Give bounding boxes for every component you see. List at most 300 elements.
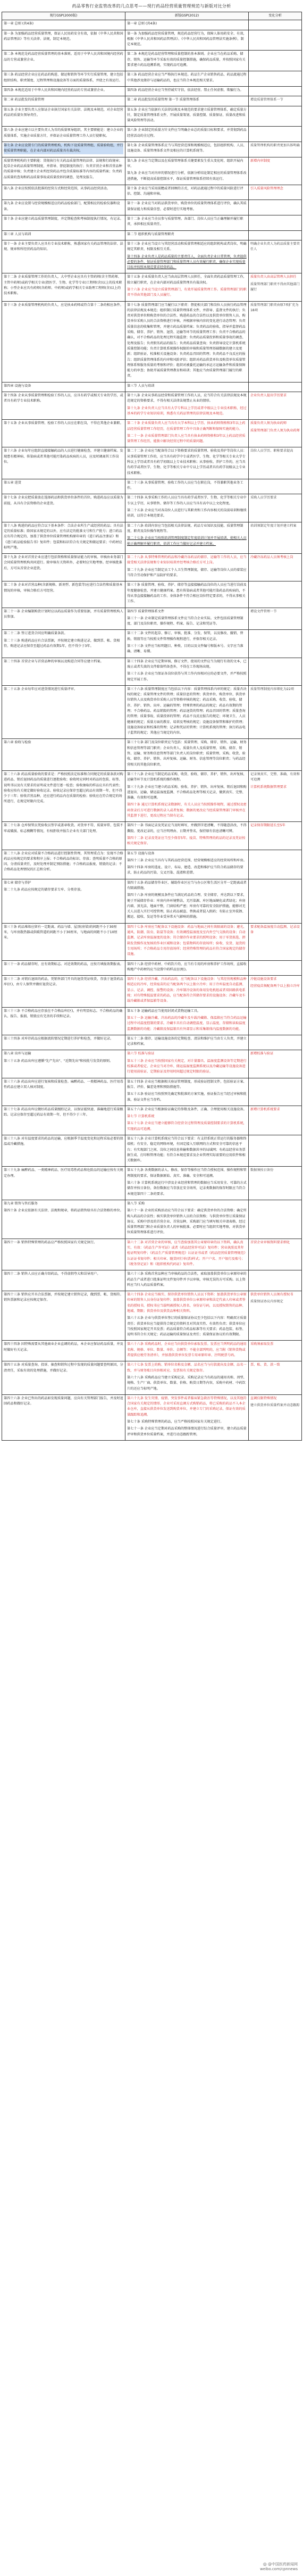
analysis-text: 新增内审制度 [250,159,271,163]
clause-text: 第五十九条 各类数据的录入、修改、保存等操作应当符合授权范围、操作规程和管理制度的要求，保证数据原始、真实、准确、安全和可追溯。 [127,1168,247,1178]
analysis-text: 计算机系统数据管理要求 [250,785,287,789]
old-version-cell [2,127,125,142]
old-version-cell [2,581,125,608]
table-row [2,215,302,231]
clause-text: 第三十三条 文件应当标明题目、种类、目的以及文件编号和版本号。文字应当准确、清晰、易懂。 [127,644,243,654]
analysis-text: 质量管理部门职责不得由其他部门履行 [250,282,300,292]
clause-text: 第二十九条 药品应按规定的储存要求专库、分类存放。 [4,888,84,892]
new-version-cell [125,685,249,739]
watermark-url: weibo.com/cpnnews [260,2567,298,2571]
new-version-cell [125,200,249,215]
table-row [2,850,302,879]
old-version-cell [2,392,125,420]
table-row [2,822,302,850]
clause-text: 第五条 企业应当依据有关法律法规及本规范的要求建立质量管理体系，确定质量方针，制定质量管理体系文件，开展质量策划、质量控制、质量保证、质量改进和质量风险管理等活动。 [127,107,247,123]
new-version-cell [125,630,249,658]
change-analysis-cell [249,960,302,976]
header-old-version: 现行GSP(2000版) [2,12,125,20]
old-version-cell [2,1239,125,1270]
clause-text: 第三章 人员与培训 [4,232,31,236]
old-version-cell [2,923,125,960]
new-version-cell [125,522,249,553]
clause-text: 第十五条 企业质量负责人应当由高层管理人员担任，全面负责药品质量管理工作，独立履行职责，在企业内部对药品质量管理具有裁决权。 [127,275,247,285]
table-row [2,51,302,71]
table-row [2,240,302,273]
new-version-cell [125,976,249,1007]
analysis-text: 新增校准与验证 [250,1052,274,1056]
analysis-text: 质量管理机构的职责更加具体明确 [250,144,300,148]
table-row [2,142,302,157]
new-version-cell [125,420,249,447]
change-analysis-cell [249,96,302,106]
clause-text: 第七条 企业应设置专门的质量管理机构，机构下设质量管理组、质量验收组，并行使质量管理职能，在企业内部对药品质量具有裁决权。 [4,143,123,154]
header-new-version: 新版GSP(2012) [125,12,249,20]
clause-text: 第三十一条 药品储存时，应有效期标志。对近效期的药品，应按月填报效期报表。 [4,962,123,966]
change-analysis-cell [249,1394,302,1440]
old-version-cell [2,739,125,770]
change-analysis-cell [249,739,302,770]
clause-text: 第二十条 企业质量负责人应当具有大学本科以上学历、执业药师资格和3年以上药品经营质量管理工作经历，在质量管理工作中具备正确判断和保障实施的能力。 [127,421,246,431]
old-version-cell [2,1078,125,1106]
old-version-cell [2,86,125,96]
clause-text: 第四十四条 库房的选址、设计、布局、建造、改造和维护应当符合药品储存的要求，防止药品的污染、交叉污染、混淆和差错。 [127,866,243,875]
clause-text: 第三十条 药品堆垛应留有一定距离。药品与墙、屋顶(房梁)的间距不小于30厘米，与库房散热器或供暖管道的间距不小于30厘米，与地面的间距不小于10厘米。 [4,925,117,940]
table-row [2,1078,302,1106]
clause-text: 第三十五条 药品出库应遵循"先产先出"、"近期先出"和按批号发货的原则。 [4,1059,113,1063]
watermark-handle: @中国医药新闻网 [268,2562,298,2566]
old-version-cell [2,230,125,240]
clause-text: 第三十二条 对销后退回的药品，凭销售部门开具的退货凭证收货，存放于退货药品库(区)，由专人保管并做好退货记录。 [4,977,123,987]
table-row [2,185,302,200]
document-title: 药品零售行业监管改革的几点思考——现行药品经营质量管理规范与新版对比分析 [72,4,231,9]
old-version-cell [2,96,125,106]
clause-text: 第十一条 企业应当对药品供货单位、购货单位的质量管理体系进行评价，确认其质量保证能力和质量信誉，必要时进行实地考察。 [127,202,247,211]
old-version-cell [2,447,125,479]
clause-text: 第四十一条 书面记录及凭证应当及时填写，并做到字迹清晰，不得随意涂改，不得撕毁。更改记录的，应当注明理由、日期并签名，保持原有信息清晰可辨。 [127,824,247,833]
old-version-cell [2,1035,125,1050]
table-row [2,1035,302,1050]
change-analysis-cell [249,1239,302,1270]
new-version-cell [125,822,249,850]
new-version-cell [125,382,249,392]
analysis-text: 建立供货单位质量档案并动态跟踪 [250,1403,300,1408]
table-row [2,1341,302,1361]
clause-text: 第四十三条 企业应当具有与其药品经营范围、经营规模相适应的经营场所和库房。 [127,858,247,862]
comparison-body [2,20,302,1441]
clause-text: 第十八条 购进的药品应符合以下基本条件：合法企业所生产或经营的药品；具有法定的质量标准；除国家未规定的以外，应有法定的批准文号和生产批号；进口药品应有符合规定的、加盖了供货单位质量管理机构原印章的《进口药品注册证》和《进口药品检验报告书》复印件；包装和标识符合有关规定和储运要求；中药材应标明产地。 [4,523,123,550]
change-analysis-cell [249,420,302,447]
clause-text: 第十四条 企业从事质量管理和检验工作的人员，应具有药学或相关专业的学历，或者具有药学专业技术职称。 [4,394,123,403]
table-row [2,630,302,658]
old-version-cell [2,1050,125,1078]
old-version-cell [2,522,125,553]
clause-text: 第四十二条 记录及凭证应当至少保存5年。疫苗、特殊管理的药品的记录及凭证按相关规定保存。 [127,836,246,846]
change-analysis-cell [249,608,302,630]
old-version-cell [2,301,125,382]
new-version-cell [125,960,249,976]
analysis-text: 质量负责人须为执业药师 [250,421,287,426]
table-row [2,658,302,685]
change-analysis-cell [249,1135,302,1166]
old-version-cell [2,1200,125,1239]
analysis-text: 采购须索取发票 [250,1342,274,1347]
clause-text: 第十三条 企业应当设立与其经营活动和质量管理相适应的组织机构或者岗位，明确规定其职责、权限及相互关系。 [127,242,247,252]
clause-text: 第十五条 企业从事质量管理、检验工作的人员应在职在岗，不得在其他企业兼职。 [4,421,123,426]
table-row [2,420,302,447]
table-row [2,554,302,581]
table-row [2,1200,302,1239]
new-version-cell [125,879,249,923]
analysis-text: 供货单位销售人员须有授权书 [250,1293,293,1297]
change-analysis-cell [249,658,302,685]
change-analysis-cell [249,157,302,185]
clause-text: 第五十八条 企业计算机系统应当符合以下要求：有支持系统正常运行的服务器和终端机；有安全、稳定的网络环境，有固定接入互联网的方式和安全可靠的信息平台；有实现部门之间、岗位之间信息传输和数据共享的局域网；有药品经营业务票据生成、打印和管理功能；有符合本规范要求及企业管理实际需要的应用软件和相关数据库。 [127,1136,247,1163]
clause-text: 第九条 企业应当对内审的情况进行分析，依据分析结论制定相应的质量管理体系改进措施，不断提高质量控制水平，保证质量管理体系持续有效运行。 [127,171,247,181]
clause-text: 第十条 企业应建立药品质量管理制度，并定期检查和考核制度执行情况，有记录。 [4,217,123,221]
analysis-text: 冷藏冷冻药品人员须考核上岗 [250,555,293,560]
table-row [2,1361,302,1394]
old-version-cell [2,1167,125,1200]
new-version-cell [125,1200,249,1239]
new-version-cell [125,215,249,231]
clause-text: 第四条 本规范适用于中华人民共和国境内经营药品的专营或兼营企业。 [4,88,107,92]
clause-text: 第三条 药品经营企业应当严格执行本规范。药品生产企业销售药品、药品流通过程中其他涉及储存与运输药品的，也应当符合本规范相关要求。 [127,73,247,82]
old-version-cell [2,685,125,739]
clause-text: 第十条 企业应当采用前瞻或者回顾的方式，对药品流通过程中的质量风险进行评估、控制、沟通和审核。 [127,186,243,196]
old-version-cell [2,273,125,301]
table-row [2,739,302,770]
old-version-cell [2,382,125,392]
old-version-cell [2,240,125,273]
change-analysis-cell [249,770,302,821]
clause-text: 第六十二条 对首营企业的审核，应当查验加盖其公章原印章的以下资料，确认真实、有效：《药品生产许可证》或者《药品经营许可证》复印件；营业执照及其年检证明复印件；《药品生产质量管理规范》认证证书或者《药品经营质量管理规范》认证证书复印件；相关印章、随货同行单(票)样式；开户户名、开户银行及账号；《税务登记证》和《组织机构代码证》复印件。 [127,1240,246,1266]
new-version-cell [125,554,249,581]
clause-text: 第七十一条 企业应当定期对药品采购的整体情况进行综合质量评审，建立药品质量评审和供货单位质量档案，并进行动态跟踪管理。 [127,1427,247,1436]
new-version-cell [125,157,249,185]
change-analysis-cell [249,479,302,494]
table-row [2,86,302,96]
change-analysis-cell [249,301,302,382]
new-version-cell [125,1135,249,1166]
change-analysis-cell [249,630,302,658]
old-version-cell [2,1007,125,1035]
clause-text: 第三节 人员与培训 [127,384,155,388]
clause-text: 第五十条 运输药品应当使用封闭式货物运输工具。 [127,1009,201,1013]
comparison-table [2,12,302,1441]
old-version-cell [2,200,125,215]
new-version-cell [125,1361,249,1394]
new-version-cell [125,273,249,301]
clause-text: 第四条 药品经营企业应当坚持诚实守信，依法经营。禁止任何虚假、欺骗行为。 [127,88,243,92]
clause-text: 第三十六条 药品出库应进行复核和质量检查。麻醉药品、一类精神药品、医疗用毒性药品应建立双人核对制度。 [4,1079,123,1089]
old-version-cell [2,420,125,447]
clause-text: 第七十条 采购特殊管理的药品，应当严格按照国家有关规定进行。 [127,1420,224,1424]
clause-text: 第二十二条 企业应当配备符合以下资格要求的质量管理、验收及养护等岗位人员：从事质量管理工作的，应当具有药学中专或者医学、生物、化学等相关专业大学专科以上学历或者具有药学初级以上专业技术职称；从事验收、养护工作的，应当具有药学或者医学、生物、化学等相关专业中专以上学历或者具有药学初级以上专业技术职称。 [127,449,247,475]
new-version-cell [125,1167,249,1200]
new-version-cell [125,1291,249,1341]
clause-text: 第三条 药品经营企业应在药品的购进、储运和销售等环节实行质量管理，建立包括组织结构、职责制度、过程管理和设施设备等方面的质量体系，并使之有效运行。 [4,73,123,82]
clause-text: 第五十七条 企业应当建立能够符合经营全过程管理及质量控制要求的计算机系统，实现药品可追溯。 [127,1121,247,1131]
old-version-cell [2,770,125,821]
old-version-cell [2,879,125,923]
clause-text: 第六条 企业制定的质量方针文件应当明确企业总的质量目标和要求，并贯彻到药品经营活动的全过程。 [127,128,247,138]
clause-text: 第三十四条 对库存药品应根据流转情况定期进行养护和检查，并做好记录。 [4,1036,114,1041]
clause-text: 第一条 为加强药品经营质量管理，保证人民用药安全有效，依据《中华人民共和国药品管理法》等有关法律、法规，制定本规范。 [4,31,123,41]
change-analysis-cell [249,86,302,96]
watermark [260,2562,298,2572]
analysis-text: 采购人员学历要求 [250,496,277,500]
analysis-text: 增设文件管理一节 [250,609,277,613]
clause-text: 第四十二条 销售人员应正确介绍药品，不得虚假夸大和误导用户。 [4,1272,100,1276]
analysis-text: 首营企业审核资料要求细化 [250,1240,290,1244]
change-analysis-cell [249,230,302,240]
new-version-cell [125,51,249,71]
new-version-cell [125,86,249,96]
old-version-cell [2,185,125,200]
change-analysis-cell [249,1050,302,1078]
new-version-cell [125,142,249,157]
new-version-cell [125,1394,249,1440]
old-version-cell [2,658,125,685]
new-version-cell [125,581,249,608]
table-row [2,479,302,494]
analysis-text: 质量管理部门负责人须为执业药师 [250,428,300,433]
table-row [2,392,302,420]
clause-text: 第四章 设施与设备 [4,384,31,388]
change-analysis-cell [249,685,302,739]
change-analysis-cell [249,51,302,71]
analysis-text: 质量保证协议内容规定 [250,1300,283,1304]
clause-text: 第一章 总则 (共4条) [127,22,157,26]
change-analysis-cell [249,494,302,522]
clause-text: 第十九条 企业负责人应当具有大学专科以上学历或者中级以上专业技术职称，经过基本的药学专业知识培训，熟悉有关药品管理的法律法规及本规范。 [127,406,247,416]
old-version-cell [2,71,125,87]
old-version-cell [2,215,125,231]
table-row [2,522,302,553]
clause-text: 第六十五条 企业与供货单位签订的质量保证协议至少包括以下内容：明确双方质量责任；供货单位应当提供符合规定的资料且对其真实性、有效性负责；供货单位应当按照国家规定开具发票；药品质量符合药品标准等有关要求；药品包装、标签、说明书符合有关规定；药品运输的质量保证及责任；质量保证协议的有效期限。 [127,1316,247,1337]
clause-text: 第一章 总则 (共4条) [4,22,34,26]
change-analysis-cell [249,581,302,608]
old-version-cell [2,1341,125,1361]
clause-text: 第四节 质量管理体系文件 [127,609,165,613]
change-analysis-cell [249,1291,302,1341]
old-version-cell [2,850,125,879]
clause-text: 第四十五条 对质量查询、投诉、抽查和销售过程中发现的质量问题要查明原因，分清责任，采取有效的处理措施，并做好记录。 [4,1363,123,1373]
change-analysis-cell [249,522,302,553]
new-version-cell [125,1078,249,1106]
clause-text: 第十六条 企业每年应组织直接接触药品的人员进行健康检查，并建立健康档案。发现患有精神病、传染病或者其他可能污染药品疾病的人员，应及时调离其工作岗位。 [4,449,123,464]
analysis-text: 数据须按日备份 [250,1168,274,1173]
analysis-text: 直调仅限特殊情况 [250,1396,277,1400]
weibo-logo-icon: ◎ [263,2562,267,2566]
clause-text: 第二章 药品批发的质量管理 第一节 质量管理体系 [127,98,199,102]
new-version-cell [125,923,249,960]
new-version-cell [125,1239,249,1270]
clause-text: 第三十五条 企业应当保证各岗位获得与其工作内容相对应的必要文件，并严格按照规定开展工作。 [127,672,247,682]
change-analysis-cell [249,200,302,215]
clause-text: 第三十三条 不合格药品应存放在不合格品库(区)，并有明显标志。不合格药品的确认、报告、报损、销毁应有完善的手续和记录。 [4,1009,123,1018]
new-version-cell [125,1035,249,1050]
table-row [2,1270,302,1291]
clause-text: 第四十条 企业应依据有关法律、法规和规章，将药品销售给具有合法资格的单位。 [4,1209,123,1213]
clause-text: 第二十一条 企业编制购货计划时应以药品质量作为重要依据，并有质量管理机构人员参加。 [4,609,123,619]
change-analysis-cell [249,127,302,142]
new-version-cell [125,850,249,879]
table-row [2,976,302,1007]
clause-text: 第四十条 通过计算机系统记录数据时，有关人员应当按照操作规程，通过授权及密码登录后方可进行数据的录入或者复核；数据的更改应当经质量管理部门审核并在其监督下进行，更改过程应当留有记录。 [127,803,247,818]
analysis-text: 新增计算机系统要求 [250,1107,280,1111]
new-version-cell [125,608,249,630]
analysis-text: 经营疫苗须配备两个以上独立冷库 [250,984,300,988]
table-row [2,106,302,127]
analysis-text: 要求配备温湿度自动监测、记录设备 [250,925,300,935]
clause-text: 第六十九条 发生灾情、疫情、突发事件或者临床紧急救治等特殊情况，以及其他符合国家有关规定的情形，企业可采用直调方式购销药品，将已采购的药品不入本企业仓库，直接从供货单位发送到购货单位，并建立专门的采购记录，保证有效的质量跟踪和追溯。 [127,1396,247,1417]
clause-text: 第二十四条 首营企业与首营品种的审核以及购进合同等应建立档案。 [4,659,104,663]
analysis-text: 引入质量风险管理理念 [250,186,283,190]
clause-text: 第六节 校准与验证 [127,1052,155,1056]
change-analysis-cell [249,215,302,231]
change-analysis-cell [249,1270,302,1291]
change-analysis-cell [249,71,302,87]
clause-text: 第五十二条 储存、运输设施设备的定期检查、清洁和维护应当由专人负责，并建立记录和档案。 [127,1036,247,1046]
table-row [2,1106,302,1135]
analysis-text: 质量负责人由高层管理人员担任 [250,275,297,279]
change-analysis-cell [249,30,302,51]
table-row [2,382,302,392]
change-analysis-cell [249,447,302,479]
new-version-cell [125,1341,249,1361]
change-analysis-cell [249,273,302,301]
clause-text: 第六十四条 企业应当核实、留存供货单位销售人员以下资料：加盖供货单位公章原印章的销售人员身份证复印件；加盖供货单位公章原印章和法定代表人印章或者签名的授权书，授权书应当载明被授权人姓名、身份证号码，以及授权销售的品种、地域、期限；供货单位及供货品种相关资料。 [127,1293,247,1313]
clause-text: 第二十六条 药品质量验收的要求是：严格按照法定标准和合同规定的质量条款对购进药品、销后退回药品的质量进行逐批验收；验收时应同时对药品的包装、标签、说明书以及有关要求的证明或文件进行逐一检查；验收抽取的样品应具有代表性；验收应按有关规定做好验收记录。验收记录应保存至超过药品有效期一年，但不得少于三年；验收首营品种，还应进行药品内在质量的检验；验收应在符合规定的场所进行，在规定时限内完成。 [4,772,123,804]
change-analysis-cell [249,20,302,30]
change-analysis-cell [249,240,302,273]
change-analysis-cell [249,923,302,960]
table-row [2,1135,302,1166]
table-row [2,230,302,240]
old-version-cell [2,157,125,185]
table-row [2,200,302,215]
change-analysis-cell [249,106,302,127]
change-analysis-cell [249,976,302,1007]
clause-text: 第四十八条 经营中药材、中药饮片的，应当有专用的库房和养护工作场所，直接收购地产中药材的应当设置中药样品室(柜)。 [127,962,247,971]
clause-text: 第二节 组织机构与质量管理职责 [127,232,174,236]
new-version-cell [125,127,249,142]
clause-text: 第七条 企业质量管理体系应当与其经营范围和规模相适应，包括组织机构、人员、设施设备、质量管理体系文件及相应的计算机系统等。 [127,144,247,153]
new-version-cell [125,1050,249,1078]
change-analysis-cell [249,554,302,581]
clause-text: 第十二条 企业应当全员参与质量管理。各部门、岗位人员应当正确理解并履行职责，承担相应质量责任。 [127,217,243,227]
table-row [2,447,302,479]
change-analysis-cell [249,185,302,200]
old-version-cell [2,106,125,127]
old-version-cell [2,1270,125,1291]
clause-text: 第五节 设施与设备 [127,851,155,855]
change-analysis-cell [249,1078,302,1106]
clause-text: 第十三条 企业质量管理机构的负责人，应是执业药师或符合第十二条的相应条件。 [4,303,123,307]
clause-text: 第一条 为加强药品经营质量管理，规范药品经营行为，保障人体用药安全、有效，根据《中华人民共和国药品管理法》、《中华人民共和国药品管理法实施条例》，制定本规范。 [127,31,247,47]
new-version-cell [125,96,249,106]
clause-text: 第八条 企业应当定期以及在质量管理体系关键要素发生重大变化时，组织开展内审。 [127,159,243,168]
analysis-text: 票、账、货、款一致 [250,1363,280,1367]
clause-text: 第十九条 企业对首营企业应进行包括资格和质量保证能力的审核。审核由业务部门会同质量管理机构共同进行。除审核有关资料外，必要时应实地考察。经审核批准后，方可从首营企业进货。 [4,555,123,570]
table-row [2,96,302,106]
clause-text: 第四十一条 销售特殊管理的药品应严格按照国家有关规定执行。 [4,1240,97,1244]
clause-text: 第八节 采购 [127,1201,145,1206]
new-version-cell [125,447,249,479]
clause-text: 第三十六条 质量管理制度应当包括以下内容：质量管理体系内审的规定；质量否决权的规定；质量管理文件的管理；质量信息的管理；供货单位、购货单位、供货单位销售人员及购货单位采购人员等资格审核的规定；药品采购、收货、验收、储存、养护、销售、出库、运输的管理；特殊管理的药品的规定；药品有效期的管理；不合格药品、药品销毁的管理；药品退货的管理；药品召回的管理；质量查询的管理；质量事故、质量投诉的管理；药品不良反应报告的规定；环境卫生、人员健康的规定；质量方面的教育、培训及考核的规定；设施设备保管和维护的管理；设施设备验证和校准的管理；记录和凭证的管理；计算机系统的管理；执行药品电子监管的规定；其他应当规定的内容。 [127,687,247,735]
clause-text: 第二十二条 签订进货合同应明确质量条款。 [4,631,68,636]
clause-text: 第五十四条 企业应当根据相关验证管理制度，形成验证控制文件，包括验证方案、报告、评价、偏差处理和预防措施等。 [127,1079,247,1089]
clause-text: 第三十七条 药品出库应做好药品质量跟踪记录，以保证能快速、准确地进行质量跟踪。记录应保存至超过药品有效期一年，但不得少于三年。 [4,1107,123,1117]
clause-text: 第五十一条 运输冷藏、冷冻药品的冷藏车及车载冷藏箱、保温箱应当符合药品运输过程中对温度控制的要求。冷藏车具有自动调控温度、显示温度、存储和读取温度监测数据的功能；冷藏箱及保温箱具有外部显示和采集箱体内温度数据的功能。 [127,1016,247,1031]
clause-text: 第四十七条 库房应当配备以下设施设备：药品与地面之间有效隔离的设备；避光、通风、防潮、防虫、防鼠等设备；有效调控温湿度及室内外空气交换的设备；自动监测、记录库房温湿度的设备；符合储存作业要求的照明设备；用于零货拣选、拼箱发货操作及复核的作业区域和设备；包装物料的存放场所；验收、发货、退货的专用场所；不合格药品专用存放场所；经营特殊管理的药品有符合国家规定的储存设施。 [127,925,247,957]
clause-text: 第二十三条 购进药品应有合法票据，并按规定建立购进记录，做到票、帐、货相符。购进记录应保存至超过药品有效期1年，但不得少于3年。 [4,638,120,649]
old-version-cell [2,142,125,157]
new-version-cell [125,1106,249,1135]
analysis-text: 明确企业负责人为药品质量主要责任人 [250,242,300,252]
clause-text: 第九章 销售与售后服务 [4,1201,38,1206]
old-version-cell [2,554,125,581]
clause-text: 第五十六条 企业应当根据验证确定的参数及条件，正确、合理使用相关设施设备。 [127,1107,247,1111]
new-version-cell [125,1007,249,1035]
change-analysis-cell [249,1035,302,1050]
old-version-cell [2,1361,125,1394]
analysis-text: 企业负责人提出学历要求 [250,394,287,398]
clause-text: 第二十五条 企业每年应对进货情况进行质量评审。 [4,687,78,691]
clause-text: 第二十八条 企业应对质量不合格药品进行控制性管理，其管理重点为：发现不合格药品应按规定的要求和程序上报；不合格药品的标识、存放；查明质量不合格的原因，分清质量责任，及时处理并制定预防措施；不合格药品报废、销毁的记录；不合格药品处理情况的汇总和分析。 [4,851,123,872]
clause-text: 第二条 本规范是药品经营管理和质量控制的基本准则。企业应当在药品采购、储存、销售、运输等环节采取有效的质量控制措施，确保药品质量，并按照国家有关要求建立药品追溯系统，实现药品可追溯。 [127,52,246,68]
clause-text: 第四十三条 销售应开具合法票据，并按规定建立销售记录，做到票、帐、货相符。销售票据和记录应按规定保存。 [4,1293,123,1302]
clause-text: 第十八条 企业从事药品经营和质量管理工作的人员，应当符合有关法律法规及本规范规定的资格要求，不得有相关法律法规禁止从业的情形。 [127,394,247,403]
change-analysis-cell [249,850,302,879]
table-row [2,127,302,142]
table-row [2,608,302,630]
clause-text: 第三十四条 企业应当定期审核、修订文件，使用的文件应当为现行有效的文本，已废止或者失效的文件除留档备查外，不得在工作现场出现。 [127,659,247,669]
clause-text: 第五十三条 企业应当按照国家有关规定，对计量器具、温湿度监测设备等定期进行校准或者检定。企业应当对冷库、储运温湿度监测系统以及冷藏运输等设施设备进行使用前验证、定期验证及停用时间超过规定时限的验证。 [127,1059,247,1074]
clause-text: 第六章 验收与检验 [4,741,31,745]
table-row [2,1291,302,1341]
analysis-text: 记录保存期限延长至5年 [250,824,285,828]
clause-text: 第十二条 企业质量管理工作的负责人，大中型企业应具有主管药师(含主管药师、主管中药师)或药学相关专业(指医学、生物、化学等专业)工程师(含)以上的技术职称；小型企业应具有药师(含药师、中药师)或药学相关专业助理工程师(含)以上的技术职称。 [4,275,122,296]
clause-text: 第八章 出库与运输 [4,1052,31,1056]
clause-text: 第四十九条 经营冷藏、冷冻药品的，应当配备以下设施设备：与其经营规模和品种相适应的冷库，经营疫苗的应当配备两个以上独立冷库；用于冷库温度自动监测、显示、记录、调控、报警的设备；冷库制冷设备的备用发电机组或者双回路供电系统；对有特殊低温要求的药品，应当配备符合其储存要求的设施设备；冷藏车及车载冷藏箱或者保温箱等设备。 [127,977,247,1003]
change-analysis-cell [249,382,302,392]
analysis-text: 质量管理部门职责由原7项扩充为18项 [250,303,299,312]
old-version-cell [2,608,125,630]
clause-text: 第四十六条 库房的规模及条件应当满足药品的合理、安全储存，并达到以下要求，便于开展储存作业：库房内外环境整洁，无污染源，库区地面硬化或者绿化；库房内墙、顶光洁，地面平整，门窗结构严密；库房有可靠的安全防护措施，能够对无关人员进入实行可控管理，防止药品被盗、替换或者混入假药；有防止室外装卸、搬运、接收、发运等作业受异常天气影响的措施。 [127,893,247,919]
clause-text: 第二十三条 从事质量管理、验收工作的人员应当在职在岗，不得兼职其他业务工作。 [127,480,243,491]
new-version-cell [125,20,249,30]
clause-text: 第二条 本规范是药品经营质量管理的基本准则。适用于中华人民共和国境内经营药品的专营或兼营企业。 [4,52,123,62]
clause-text: 第二十四条 从事采购工作的人员应当具有药学或者医学、生物、化学等相关专业中专以上学历，从事销售、储存等工作的人员应当具有高中以上文化程度。 [127,496,247,505]
clause-text: 第三十九条 企业应当建立药品采购、验收、养护、销售、出库复核、销后退回和购进退出、运输、储运温湿度监测、不合格药品处理等相关记录，做到真实、完整、准确、有效和可追溯。 [127,785,247,800]
table-row [2,1050,302,1078]
clause-text: 第二十五条 企业应当对各岗位人员进行与其职责和工作内容相关的岗前培训和继续培训，以符合本规范要求。 [127,509,247,518]
clause-text: 第四十六条 企业已售出的药品如发现质量问题，应向有关管理部门报告，并及时追回药品和做好记录。 [4,1396,123,1406]
new-version-cell [125,739,249,770]
table-row [2,923,302,960]
table-row [2,1167,302,1200]
old-version-cell [2,494,125,522]
new-version-cell [125,30,249,51]
clause-text: 第三十七条 部门及岗位职责应当包括：质量管理、采购、储存、销售、运输、财务和信息管理等部门职责；企业负责人、质量负责人及质量管理、采购、储存、销售、运输、财务和信息管理等部门负责人的岗位职责；质量管理、采购、收货、验收、储存、养护、销售、出库复核、运输、财务、信息管理等岗位职责；与药品经营相关的其他岗位职责。 [127,741,247,767]
new-version-cell [125,494,249,522]
clause-text: 第三十一条 企业制定质量管理体系文件应当符合企业实际。文件包括质量管理制度、部门及岗位职责、操作规程、档案、报告、记录和凭证等。 [127,616,243,626]
clause-text: 第五章 进货 [4,480,21,485]
clause-text: 第五十五条 验证应当按照预先确定和批准的方案实施，验证报告应当经过审核和批准，验证文件应当存档。 [127,1092,247,1102]
old-version-cell [2,960,125,976]
